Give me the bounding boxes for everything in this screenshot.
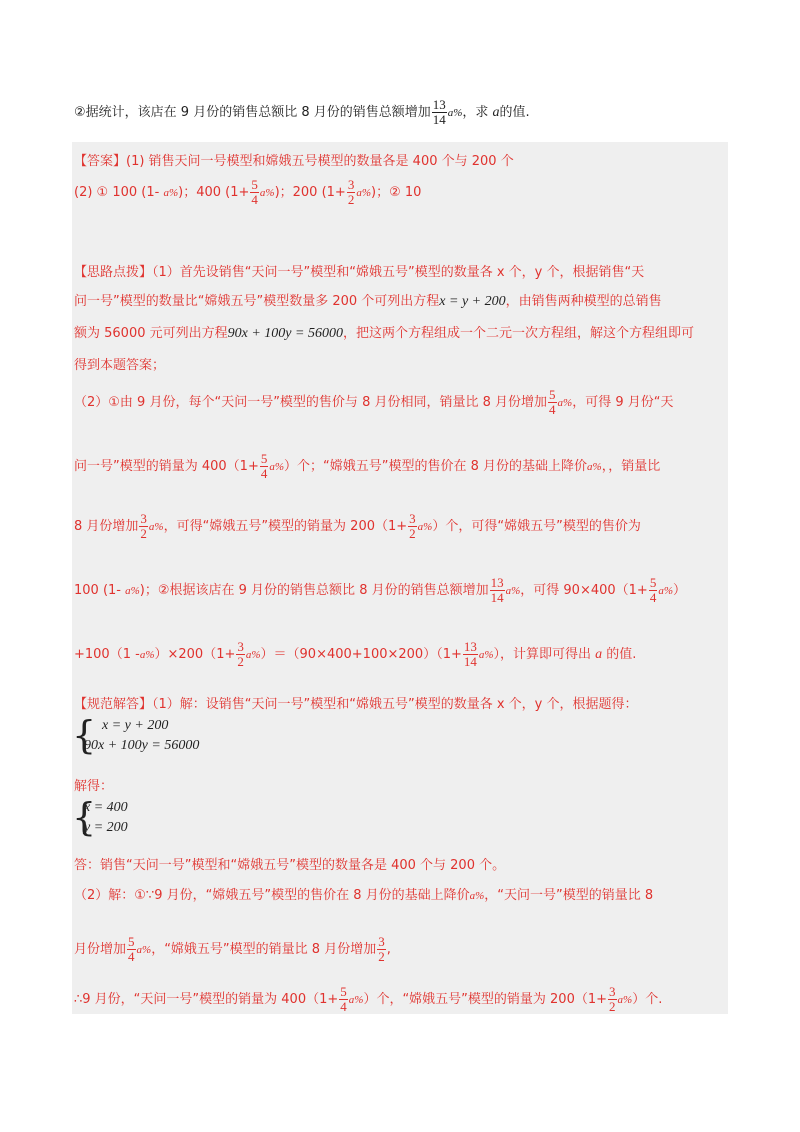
- hint-line-5: （2）①由 9 月份，每个“天问一号”模型的售价与 8 月份相同，销量比 8 月份增加 $\frac{5}{4}$ a%，可得 9 月份“天: [74, 387, 674, 417]
- a-percent: a%: [447, 107, 463, 119]
- fraction: $\frac{13}{14}$: [432, 97, 446, 127]
- answer-line-1: 【答案】(1) 销售天问一号模型和嫦娥五号模型的数量各是 400 个与 200 个: [74, 154, 514, 169]
- fraction: $\frac{13}{14}$: [490, 575, 504, 605]
- hint-line-7: 8 月份增加 $\frac{3}{2}$ a%，可得“嫦娥五号”模型的销量为 200（1+ $\frac{3}{2}$ a%）个，可得“嫦娥五号”模型的售价为: [74, 511, 641, 541]
- hint-line-6: 问一号”模型的销量为 400（1+ $\frac{5}{4}$ a%）个；“嫦娥五号”模型的售价在 8 月份的基础上降价a%，，销量比: [74, 451, 661, 481]
- solution-line-3: 月份增加 $\frac{5}{4}$ a%，“嫦娥五号”模型的销量比 8 月份增加 $\frac{3}{2}$ ,: [74, 934, 391, 964]
- hint-line-4: 得到本题答案；: [74, 358, 166, 373]
- fraction: $\frac{5}{4}$: [340, 984, 347, 1014]
- solution-answer-1: 答：销售“天问一号”模型和“嫦娥五号”模型的数量各是 400 个与 200 个。: [74, 858, 506, 873]
- brace-icon: {: [72, 713, 97, 757]
- fraction: $\frac{5}{4}$: [260, 451, 268, 481]
- fraction: $\frac{5}{4}$: [128, 934, 135, 964]
- fraction: $\frac{3}{2}$: [378, 934, 385, 964]
- equation-row: 90x + 100y = 56000: [84, 738, 200, 753]
- hint-line-9: +100（1 -a%）×200（1+ $\frac{3}{2}$ a%）＝（90×400+100×200）（1+ $\frac{13}{14}$ a%），计算即可得出 a 的值.: [74, 639, 637, 669]
- fraction: $\frac{5}{4}$: [549, 387, 556, 417]
- question-line: ②据统计，该店在 9 月份的销售总额比 8 月份的销售总额增加 $\frac{13}{14}$ a%，求 a的值.: [74, 97, 530, 127]
- solution-line-1: 【规范解答】（1）解：设销售“天问一号”模型和“嫦娥五号”模型的数量各 x 个，y 个，根据题得：: [74, 697, 638, 712]
- equation-row: y = 200: [84, 820, 128, 835]
- fraction: $\frac{3}{2}$: [140, 511, 147, 541]
- fraction: $\frac{5}{4}$: [649, 575, 657, 605]
- hint-line-8: 100 (1- a%)；②根据该店在 9 月份的销售总额比 8 月份的销售总额增加 $\frac{13}{14}$ a%，可得 90×400（1+ $\frac{5}{4}$ a%）: [74, 575, 687, 605]
- brace-icon: {: [72, 795, 97, 839]
- fraction: $\frac{3}{2}$: [347, 177, 355, 207]
- hint-line-1: 【思路点拨】（1）首先设销售“天问一号”模型和“嫦娥五号”模型的数量各 x 个，y 个，根据销售“天: [74, 265, 645, 280]
- fraction: $\frac{3}{2}$: [237, 639, 244, 669]
- solve-label: 解得：: [74, 779, 114, 794]
- hint-line-2: 问一号”模型的数量比“嫦娥五号”模型数量多 200 个可列出方程x = y + 200，由销售两种模型的总销售: [74, 294, 662, 309]
- fraction: $\frac{13}{14}$: [463, 639, 477, 669]
- fraction: $\frac{3}{2}$: [609, 984, 616, 1014]
- equation-row: x = y + 200: [102, 718, 169, 733]
- question-text: ②据统计，该店在 9 月份的销售总额比 8 月份的销售总额增加: [74, 105, 431, 120]
- solution-line-2: （2）解：①∵9 月份，“嫦娥五号”模型的售价在 8 月份的基础上降价a%，“天问一号”模型的销量比 8: [74, 888, 654, 903]
- answer-line-2: (2) ① 100 (1- a%)；400 (1+ $\frac{5}{4}$ a%)；200 (1+ $\frac{3}{2}$ a%)；② 10: [74, 177, 422, 207]
- fraction: $\frac{5}{4}$: [251, 177, 258, 207]
- hint-line-3: 额为 56000 元可列出方程90x + 100y = 56000，把这两个方程组成一个二元一次方程组，解这个方程组即可: [74, 326, 694, 341]
- fraction: $\frac{3}{2}$: [409, 511, 416, 541]
- equation-row: x = 400: [84, 800, 128, 815]
- solution-line-4: ∴9 月份，“天问一号”模型的销量为 400（1+ $\frac{5}{4}$ a%）个，“嫦娥五号”模型的销量为 200（1+ $\frac{3}{2}$ a%）个.: [74, 984, 663, 1014]
